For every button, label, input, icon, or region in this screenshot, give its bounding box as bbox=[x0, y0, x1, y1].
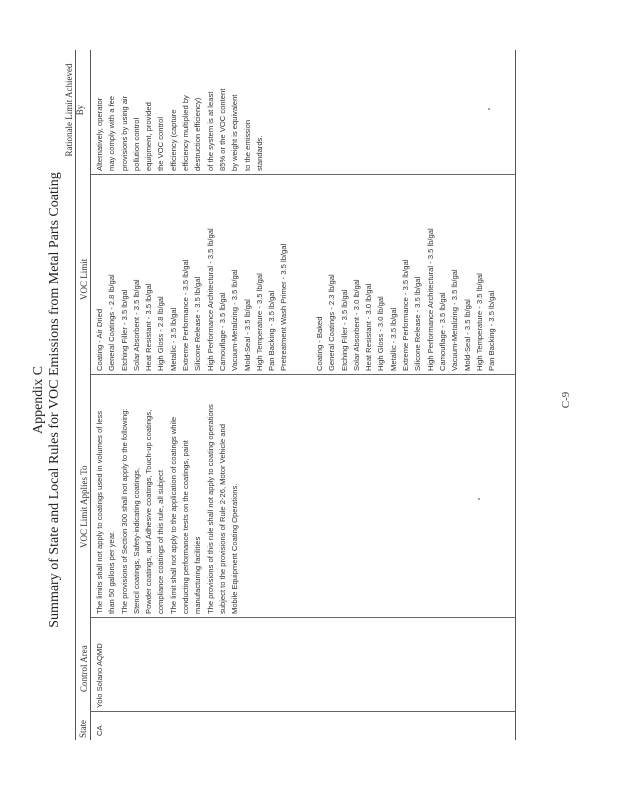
column-divider bbox=[90, 174, 515, 175]
voc-limit-line: Coating - Air Dried bbox=[95, 308, 104, 371]
voc-limit-line: High Performance Architectural - 3.5 lb/gal bbox=[425, 228, 435, 371]
header-applies-to: VOC Limit Applies To bbox=[79, 465, 89, 548]
voc-limit-line: Solar Absorbent - 3.0 lb/gal bbox=[351, 279, 361, 371]
table-bottom-rule bbox=[515, 50, 516, 740]
voc-limit-line: High Gloss - 2.8 lb/gal bbox=[156, 296, 166, 371]
voc-limit-line: Etching Filler - 3.5 lb/gal bbox=[119, 289, 129, 371]
applies-to-line: Powder coatings, and Adhesive coatings, Touch-up coatings, bbox=[144, 409, 154, 614]
table-header-rule bbox=[90, 50, 91, 740]
header-state: State bbox=[78, 720, 88, 738]
appendix-title: Appendix C bbox=[31, 365, 46, 435]
voc-limit-line: Etching Filler - 3.5 lb/gal bbox=[339, 289, 349, 371]
voc-limit-line: Pan Backing - 3.5 lb/gal bbox=[267, 290, 277, 371]
justification-line: efficiency multiplied by bbox=[181, 95, 191, 171]
justification-line: may comply with a fee bbox=[107, 95, 117, 171]
voc-limit-line: Solar Absorbent - 3.5 lb/gal bbox=[131, 279, 141, 371]
justification-line: the VOC control bbox=[156, 116, 166, 171]
voc-limit-line: Metallic - 3.5 lb/gal bbox=[388, 307, 398, 371]
voc-limit-line: Camouflage - 3.5 lb/gal bbox=[437, 292, 447, 371]
applies-to-line: manufacturing facilities bbox=[193, 536, 203, 614]
justification-line: of the system is at least bbox=[205, 91, 215, 171]
header-voc-limit: VOC Limit bbox=[79, 258, 89, 300]
applies-to-line: Stencil coatings, Safety-indicating coatings, bbox=[131, 467, 141, 614]
voc-limit-line: Coating - Baked bbox=[315, 316, 324, 371]
column-divider bbox=[90, 617, 515, 618]
voc-limit-line: Camouflage - 3.5 lb/gal bbox=[217, 292, 227, 371]
voc-limit-line: Extreme Performance - 3.5 lb/gal bbox=[181, 259, 191, 371]
justification-line: equipment, provided bbox=[144, 102, 154, 171]
applies-to-line: conducting performance tests on the coatings, paint bbox=[181, 440, 191, 614]
voc-limit-line: High Performance Architectural - 3.5 lb/gal bbox=[205, 228, 215, 371]
cell-state: CA bbox=[95, 725, 104, 736]
justification-line: efficiency (capture bbox=[168, 109, 178, 171]
applies-to-line: The limits shall not apply to coatings used in volumes of less bbox=[95, 410, 104, 614]
voc-limit-line: Mold-Seal - 3.5 lb/gal bbox=[242, 299, 252, 371]
voc-limit-line: High Temperature - 3.5 lb/gal bbox=[474, 273, 484, 371]
applies-to-line: subject to the provisions of Rule 2-26, Motor Vehicle and bbox=[217, 424, 227, 614]
voc-limit-line: Pretreatment Wash Primer - 3.5 lb/gal bbox=[279, 243, 289, 371]
justification-line: standards. bbox=[254, 135, 264, 171]
voc-limit-line: Vacuum-Metalizing - 3.5 lb/gal bbox=[230, 269, 240, 371]
cell-voc-limits-baked bbox=[314, 228, 498, 371]
cell-control-area: Yolo Solano AQMD bbox=[95, 643, 104, 708]
voc-limit-line: Vacuum-Metalizing - 3.5 lb/gal bbox=[450, 269, 460, 371]
header-justification: Rationale Limit Achieved By bbox=[64, 63, 85, 157]
voc-limit-line: Mold-Seal - 3.5 lb/gal bbox=[462, 299, 472, 371]
cell-justification bbox=[94, 89, 266, 171]
cell-voc-limits-air-dried bbox=[94, 228, 291, 371]
voc-limit-line: Silicone Release - 3.5 lb/gal bbox=[193, 276, 203, 371]
applies-to-line: than 50 gallons per year. bbox=[107, 530, 117, 614]
voc-limit-line: Heat Resistant - 3.5 lb/gal bbox=[144, 283, 154, 371]
voc-limit-line: Silicone Release - 3.5 lb/gal bbox=[413, 276, 423, 371]
justification-line: provisions by using air bbox=[119, 95, 129, 171]
voc-limit-line: General Coatings - 2.3 lb/gal bbox=[327, 274, 337, 371]
applies-to-line: The provisions of Section 300 shall not apply to the following: bbox=[119, 408, 129, 614]
justification-line: 85% or the VOC content bbox=[217, 88, 227, 171]
applies-to-line: The provisions of this rule shall not apply to coating operations bbox=[205, 404, 215, 614]
applies-to-line: Mobile Equipment Coating Operations. bbox=[230, 483, 240, 614]
scan-speck bbox=[478, 498, 480, 500]
scan-speck bbox=[488, 108, 490, 110]
justification-line: by weight is equivalent bbox=[230, 94, 240, 171]
applies-to-line: compliance coatings of this rule, all subject bbox=[156, 470, 166, 614]
voc-limit-line: General Coatings - 2.8 lb/gal bbox=[107, 274, 117, 371]
justification-line: destruction efficiency) bbox=[193, 97, 203, 171]
voc-limit-line: Metallic - 3.5 lb/gal bbox=[168, 307, 178, 371]
header-control-area: Control Area bbox=[79, 645, 89, 692]
voc-limit-line: High Gloss - 3.0 lb/gal bbox=[376, 296, 386, 371]
column-divider bbox=[90, 374, 515, 375]
voc-limit-line: Pan Backing - 3.5 lb/gal bbox=[487, 290, 497, 371]
applies-to-line: The limit shall not apply to the application of coatings while bbox=[168, 416, 178, 614]
column-divider bbox=[90, 711, 515, 712]
page-number: C-9 bbox=[560, 391, 572, 409]
justification-line: Alternatively, operator bbox=[95, 97, 104, 171]
justification-line: pollution control bbox=[131, 117, 141, 171]
justification-line: to the emission bbox=[242, 119, 252, 171]
cell-applies-to bbox=[94, 404, 242, 614]
voc-limit-line: Extreme Performance - 3.5 lb/gal bbox=[401, 259, 411, 371]
appendix-subtitle: Summary of State and Local Rules for VOC Emissions from Metal Parts Coating bbox=[47, 172, 62, 628]
voc-limit-line: High Temperature - 3.5 lb/gal bbox=[254, 273, 264, 371]
voc-limit-line: Heat Resistant - 3.0 lb/gal bbox=[364, 283, 374, 371]
